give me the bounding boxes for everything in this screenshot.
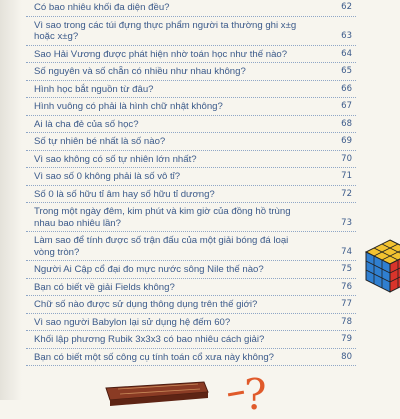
toc-entry-title: Vì sao không có số tự nhiên lớn nhất? (34, 153, 197, 165)
toc-entry[interactable] (26, 0, 356, 17)
toc-entry-page: 63 (341, 31, 352, 41)
toc-entry-title: Bạn có biết về giải Fields không? (34, 281, 175, 293)
toc-entry-title: Số nguyên và số chẵn có nhiều như nhau không? (34, 66, 246, 77)
decorative-dash (228, 391, 244, 397)
toc-entry-page: 74 (341, 246, 352, 257)
toc-entry-title: Có bao nhiêu khối đa diện đều? (34, 2, 170, 13)
toc-entry-title: Hình học bắt nguồn từ đâu? (34, 83, 154, 95)
rubik-cube-icon (362, 238, 400, 294)
toc-entry[interactable] (26, 98, 356, 116)
toc-entry-page: 65 (341, 66, 352, 76)
toc-entry-page: 71 (341, 171, 352, 181)
toc-entry-page: 72 (341, 188, 352, 199)
toc-entry[interactable] (26, 279, 356, 297)
toc-entry-page: 70 (341, 153, 352, 164)
toc-entry-page: 76 (341, 281, 352, 292)
toc-entry[interactable] (26, 81, 356, 99)
toc-entry-title: Vì sao trong các túi đựng thực phẩm người ta thường ghi x±g hoặc x±g? (34, 19, 297, 42)
question-mark-icon: ? (244, 370, 267, 419)
toc-entry-title: Vì sao người Babylon lại sử dụng hệ đếm 60? (34, 316, 231, 328)
toc-entry-page: 67 (341, 101, 352, 111)
toc-entry[interactable] (26, 17, 356, 46)
abacus-icon (100, 378, 210, 408)
toc-entry-title: Số tự nhiên bé nhất là số nào? (34, 136, 166, 147)
toc-entry-page: 68 (341, 118, 352, 129)
toc-entry-title: Ai là cha đẻ của số học? (34, 118, 139, 130)
toc-entry[interactable] (26, 232, 356, 261)
toc-entry-title: Trong một ngày đêm, kim phút và kim giờ của đồng hồ trùng nhau bao nhiêu lần? (34, 206, 291, 229)
toc-entry[interactable] (26, 349, 356, 367)
toc-entry[interactable] (26, 186, 356, 204)
toc-entry[interactable] (26, 331, 356, 349)
toc-entry[interactable] (26, 116, 356, 134)
toc-entry[interactable] (26, 296, 356, 314)
toc-entry-page: 79 (341, 334, 352, 344)
toc-entry-page: 69 (341, 136, 352, 146)
toc-entry-title: Người Ai Cập cổ đại đo mực nước sông Nile thế nào? (34, 264, 264, 275)
toc-entry-page: 62 (341, 2, 352, 12)
toc-entry[interactable] (26, 168, 356, 186)
toc-entry[interactable] (26, 133, 356, 151)
toc-entry-title: Làm sao để tính được số trận đấu của một giải bóng đá loại vòng tròn? (34, 235, 289, 258)
toc-entry-page: 75 (341, 264, 352, 274)
toc-entry-title: Khối lập phương Rubik 3x3x3 có bao nhiêu cách giải? (34, 334, 265, 345)
toc-entry[interactable] (26, 63, 356, 81)
toc-entry-title: Sao Hải Vương được phát hiện nhờ toán học như thế nào? (34, 48, 288, 60)
toc-entry[interactable] (26, 151, 356, 169)
toc-entry-title: Chữ số nào được sử dụng thông dụng trên thế giới? (34, 299, 258, 310)
toc-entry-page: 64 (341, 48, 352, 59)
toc-entry[interactable] (26, 203, 356, 232)
toc-entry-title: Hình vuông có phải là hình chữ nhật không? (34, 101, 223, 112)
page-gutter (0, 0, 22, 400)
toc-entry-title: Vì sao số 0 không phải là số vô tỉ? (34, 171, 181, 182)
toc-entry-title: Số 0 là số hữu tỉ âm hay số hữu tỉ dương? (34, 188, 215, 200)
toc-entry[interactable] (26, 46, 356, 64)
toc-entry-page: 73 (341, 217, 352, 228)
toc-entry-page: 77 (341, 299, 352, 309)
toc-entry-page: 80 (341, 351, 352, 362)
toc-entry[interactable] (26, 261, 356, 279)
toc-entry-page: 78 (341, 316, 352, 327)
toc-entry-title: Bạn có biết một số công cụ tính toán cổ xưa này không? (34, 351, 275, 363)
toc-entry-page: 66 (341, 83, 352, 94)
table-of-contents (26, 0, 356, 366)
toc-entry[interactable] (26, 314, 356, 332)
